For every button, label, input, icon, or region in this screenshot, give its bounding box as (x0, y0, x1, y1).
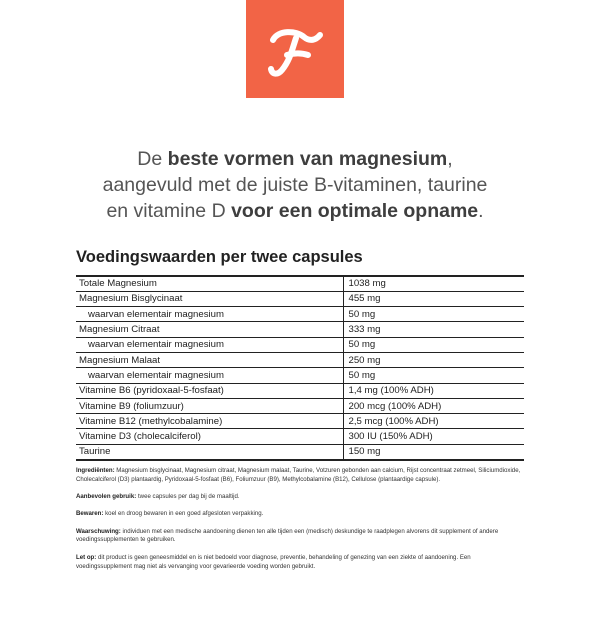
nutrient-value: 150 mg (343, 444, 524, 459)
nutrient-value: 333 mg (343, 322, 524, 337)
table-row (76, 414, 524, 429)
nutrient-name: Totale Magnesium (76, 276, 343, 291)
product-notes (76, 467, 522, 580)
table-row (76, 337, 524, 352)
nutrient-name: Vitamine B6 (pyridoxaal-5-fosfaat) (76, 383, 343, 398)
table-row (76, 276, 524, 291)
ingredients-label: Ingrediënten: (76, 467, 115, 474)
nutrient-value: 1038 mg (343, 276, 524, 291)
nutrient-value: 200 mcg (100% ADH) (343, 398, 524, 413)
nutrient-name: Taurine (76, 444, 343, 459)
brand-f-logo-icon (246, 0, 344, 98)
table-row (76, 383, 524, 398)
nutrient-value: 300 IU (150% ADH) (343, 429, 524, 444)
nutrient-value: 1,4 mg (100% ADH) (343, 383, 524, 398)
nutrient-name: Magnesium Malaat (76, 352, 343, 367)
usage-label: Aanbevolen gebruik: (76, 493, 137, 501)
table-row (76, 444, 524, 459)
table-row (76, 398, 524, 413)
disclaimer-paragraph (76, 554, 522, 572)
tagline-line-3: en vitamine D voor een optimale opname. (106, 200, 484, 222)
storage-text: koel en droog bewaren in een goed afgesloten verpakking. (103, 510, 264, 518)
ingredients-paragraph (76, 467, 522, 485)
table-row (76, 368, 524, 383)
table-row (76, 352, 524, 367)
brand-logo (246, 0, 344, 98)
storage-label: Bewaren: (76, 510, 104, 518)
nutrient-value: 50 mg (343, 307, 524, 322)
nutrient-name: waarvan elementair magnesium (76, 337, 343, 352)
nutrition-table-title: Voedingswaarden per twee capsules (76, 248, 363, 266)
ingredients-text: Magnesium bisglycinaat, Magnesium citraat, Magnesium malaat, Taurine, Votzuren gebonden aan calcium, Rijst concentraat zetmeel, Siliciumdioxide, Cholecalciferol (D3) plantaardig, Pyridoxaal-5-fosfaat (B6), Foliumzuur (B9), Methylcobalamine (B12), Cellulose (plantaardige capsule). (76, 467, 521, 483)
nutrient-value: 2,5 mcg (100% ADH) (343, 414, 524, 429)
tagline (0, 146, 590, 224)
usage-text: twee capsules per dag bij de maaltijd. (136, 493, 240, 501)
warning-paragraph (76, 528, 522, 546)
warning-label: Waarschuwing: (76, 527, 121, 535)
table-row (76, 429, 524, 444)
usage-paragraph (76, 493, 522, 502)
tagline-line-2: aangevuld met de juiste B-vitaminen, taurine (102, 174, 488, 196)
warning-text: individuen met een medische aandoening dienen ten alle tijden een (medisch) deskundige te raadplegen alvorens dit supplement of andere voedingssupplementen te gebruiken. (76, 527, 499, 544)
nutrient-name: Magnesium Bisglycinaat (76, 291, 343, 306)
nutrient-name: Magnesium Citraat (76, 322, 343, 337)
nutrient-name: waarvan elementair magnesium (76, 368, 343, 383)
tagline-emphasis-1: beste vormen van magnesium (167, 148, 448, 170)
nutrient-name: Vitamine B9 (foliumzuur) (76, 398, 343, 413)
tagline-line-1: De beste vormen van magnesium, (137, 148, 453, 170)
nutrient-name: Vitamine D3 (cholecalciferol) (76, 429, 343, 444)
nutrient-name: Vitamine B12 (methylcobalamine) (76, 414, 343, 429)
tagline-emphasis-2: voor een optimale opname (231, 200, 479, 222)
table-row (76, 322, 524, 337)
storage-paragraph (76, 510, 522, 519)
nutrient-value: 50 mg (343, 368, 524, 383)
table-row (76, 291, 524, 306)
disclaimer-text: dit product is geen geneesmiddel en is niet bedoeld voor diagnose, preventie, behandeling of genezing van een ziekte of aandoening. Een voedingssupplement mag niet als vervanging voor gevarieerde voeding worden gebruikt. (76, 553, 471, 570)
nutrient-name: waarvan elementair magnesium (76, 307, 343, 322)
disclaimer-label: Let op: (76, 553, 97, 561)
nutrition-table (76, 275, 524, 461)
table-row (76, 307, 524, 322)
nutrient-value: 455 mg (343, 291, 524, 306)
nutrient-value: 250 mg (343, 352, 524, 367)
nutrient-value: 50 mg (343, 337, 524, 352)
